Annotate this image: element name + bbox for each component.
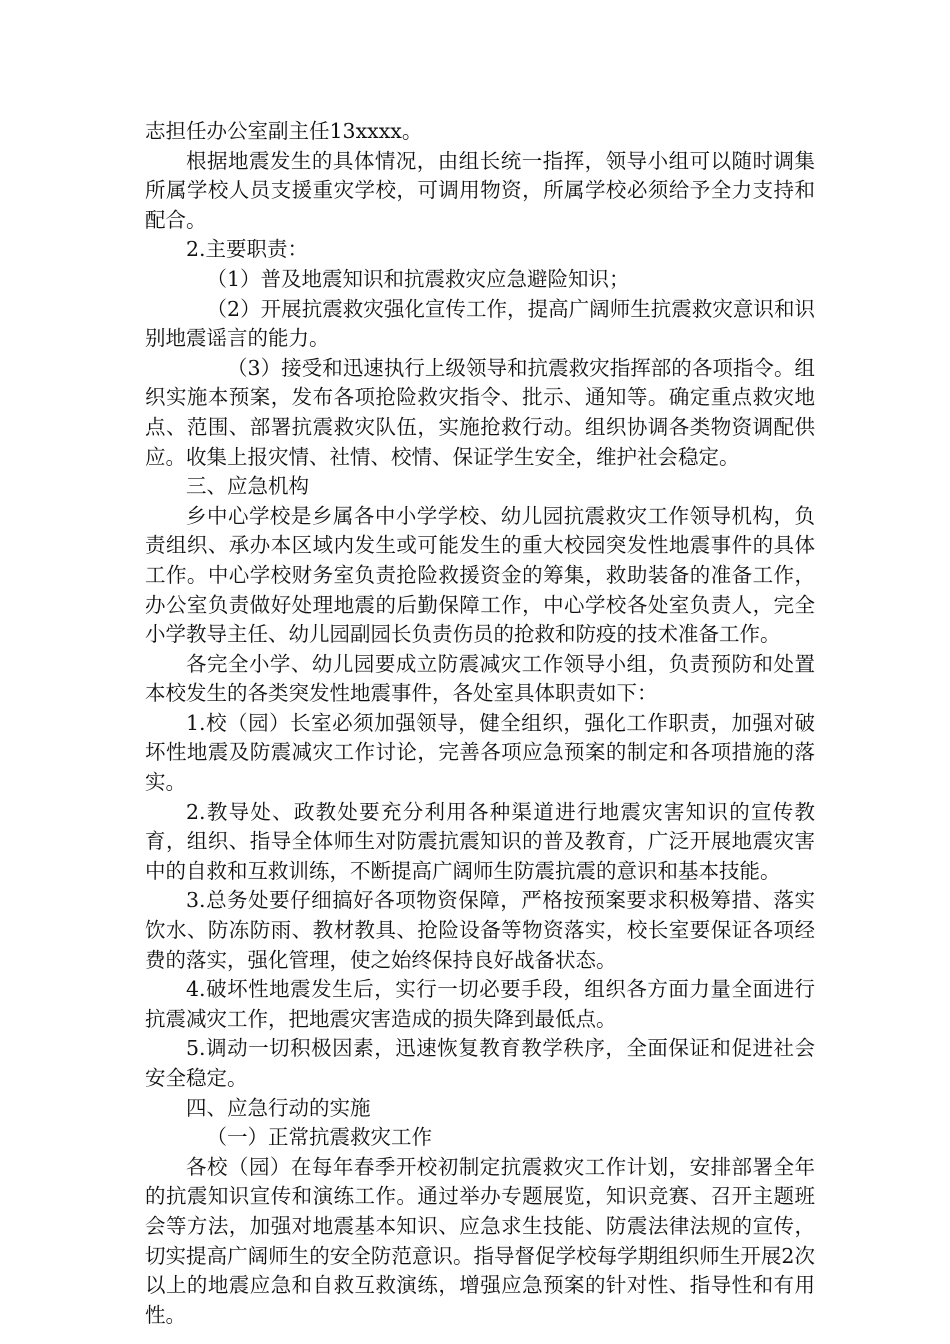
duty-item-3: 3.总务处要仔细搞好各项物资保障，严格按预案要求积极筹措、落实饮水、防冻防雨、教材教具、抢险设备等物资落实，校长室要保证各项经费的落实，强化管理，使之始终保持良好战备状态。 [145, 888, 815, 972]
paragraph-command: 根据地震发生的具体情况，由组长统一指挥，领导小组可以随时调集所属学校人员支援重灾学校，可调用物资，所属学校必须给予全力支持和配合。 [145, 148, 815, 232]
duty-item-1: 1.校（园）长室必须加强领导，健全组织，强化工作职责，加强对破坏性地震及防震减灾工作讨论，完善各项应急预案的制定和各项措施的落实。 [145, 710, 815, 795]
duty-item-4: 4.破坏性地震发生后，实行一切必要手段，组织各方面力量全面进行抗震减灾工作，把地震灾害造成的损失降到最低点。 [145, 977, 815, 1031]
section-heading-4: 四、应急行动的实施 [186, 1095, 371, 1120]
heading-main-duties: 2.主要职责： [186, 237, 309, 262]
paragraph-leading-group: 各完全小学、幼儿园要成立防震减灾工作领导小组，负责预防和处置本校发生的各类突发性地震事件，各处室具体职责如下： [145, 651, 815, 706]
paragraph-center-school: 乡中心学校是乡属各中小学学校、幼儿园抗震救灾工作领导机构，负责组织、承办本区域内发生或可能发生的重大校园突发性地震事件的具体工作。中心学校财务室负责抢险救援资金的筹集，救助装备的准备工作，办公室负责做好处理地震的后勤保障工作，中心学校各处室负责人，完全小学教导主任、幼儿园副园长负责伤员的抢救和防疫的技术准备工作。 [145, 503, 815, 647]
section-heading-3: 三、应急机构 [186, 474, 309, 499]
paragraph-normal-work: 各校（园）在每年春季开校初制定抗震救灾工作计划，安排部署全年的抗震知识宣传和演练工作。通过举办专题展览，知识竞赛、召开主题班会等方法，加强对地震基本知识、应急求生技能、防震法律法规的宣传，切实提高广阔师生的安全防范意识。指导督促学校每学期组织师生开展2次以上的地震应急和自救互救演练，增强应急预案的针对性、指导性和有用性。 [145, 1154, 815, 1327]
duty-item-5: 5.调动一切积极因素，迅速恢复教育教学秩序，全面保证和促进社会安全稳定。 [145, 1036, 815, 1090]
list-item-1: （1）普及地震知识和抗震救灾应急避险知识； [206, 266, 630, 291]
subsection-heading-1: （一）正常抗震救灾工作 [206, 1125, 432, 1150]
list-item-2: （2）开展抗震救灾强化宣传工作，提高广阔师生抗震救灾意识和识别地震谣言的能力。 [145, 296, 815, 351]
duty-item-2: 2.教导处、政教处要充分利用各种渠道进行地震灾害知识的宣传教育，组织、指导全体师生对防震抗震知识的普及教育，广泛开展地震灾害中的自救和互救训练，不断提高广阔师生防震抗震的意识和基本技能。 [145, 799, 815, 883]
list-item-3: （3）接受和迅速执行上级领导和抗震救灾指挥部的各项指令。组织实施本预案，发布各项抢险救灾指令、批示、通知等。确定重点救灾地点、范围、部署抗震救灾队伍，实施抢救行动。组织协调各类物资调配供应。收集上报灾情、社情、校情、保证学生安全，维护社会稳定。 [145, 355, 815, 469]
paragraph-continuation: 志担任办公室副主任13xxxx。 [145, 119, 423, 143]
document-page [145, 117, 815, 1330]
